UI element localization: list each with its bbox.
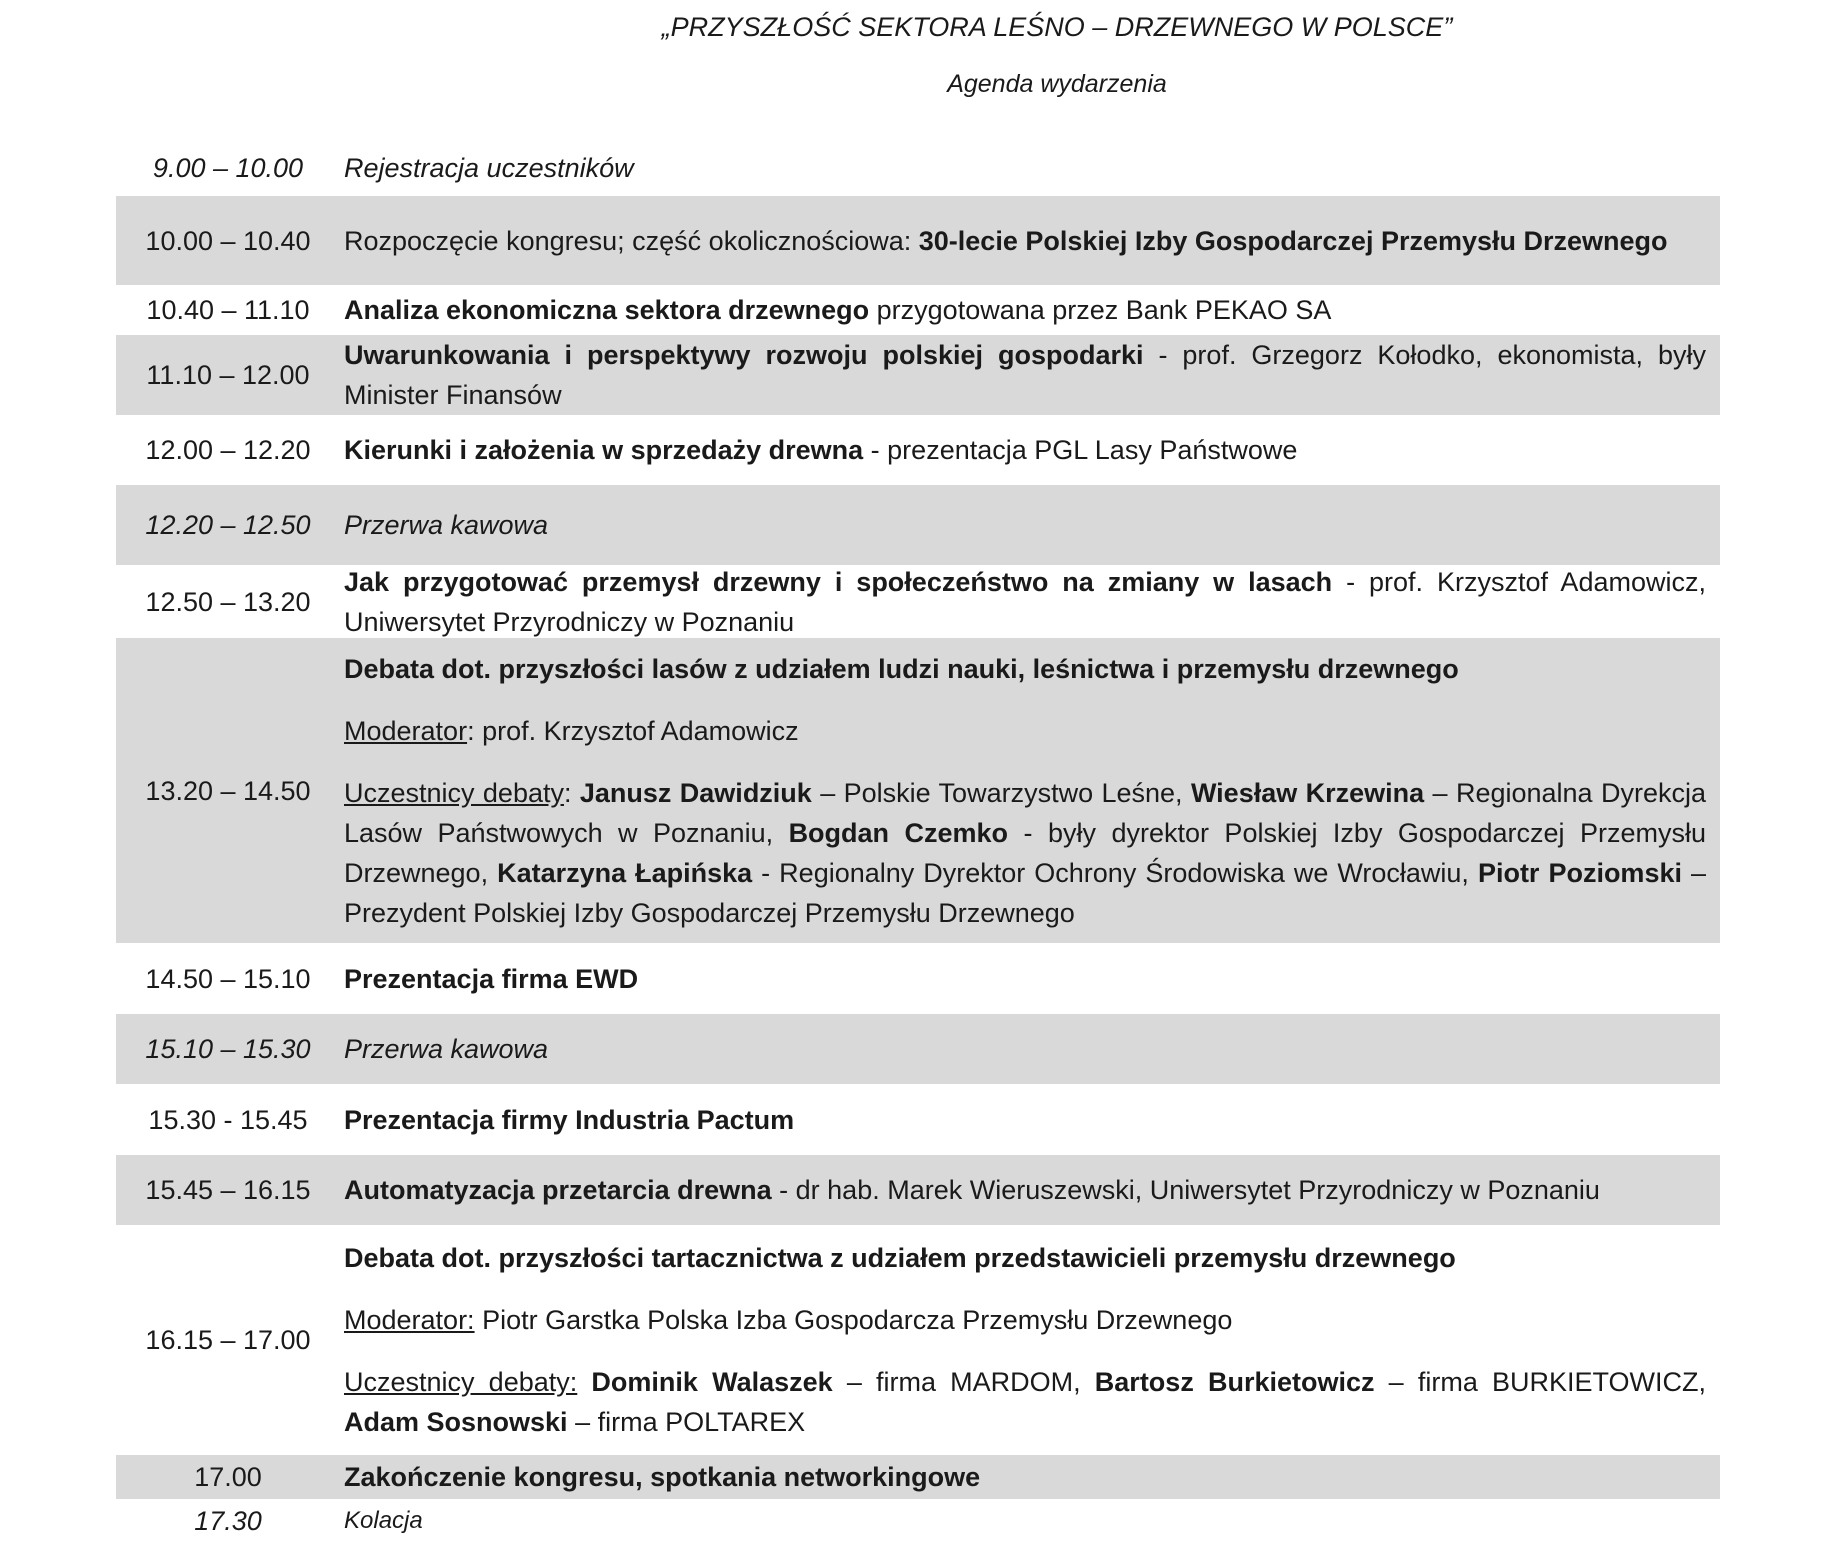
participant-name: Bogdan Czemko	[788, 817, 1009, 848]
participant-name: Adam Sosnowski	[344, 1407, 568, 1437]
debate-moderator	[344, 711, 1706, 751]
participant-name: Wiesław Krzewina	[1190, 777, 1425, 808]
agenda-row	[116, 196, 1720, 285]
agenda-time: 12.00 – 12.20	[145, 435, 311, 465]
agenda-row	[116, 943, 1720, 1014]
participant-role: – Polskie Towarzystwo Leśne,	[811, 777, 1191, 808]
agenda-detail: - prof. Grzegorz Kołodko, ekonomista, były Minister Finansów	[344, 340, 1706, 410]
agenda-description	[340, 959, 1720, 999]
agenda-topic: Kierunki i założenia w sprzedaży drewna	[344, 435, 864, 465]
agenda-description	[340, 649, 1720, 933]
agenda-topic: Prezentacja firma EWD	[344, 963, 639, 994]
agenda-description	[340, 1170, 1720, 1210]
agenda-description	[340, 1100, 1720, 1140]
agenda-description: Przerwa kawowa	[344, 1034, 549, 1064]
agenda-row	[116, 485, 1720, 565]
participant-name: Janusz Dawidziuk	[579, 777, 812, 808]
participant-name: Bartosz Burkietowicz	[1094, 1367, 1375, 1397]
agenda-description	[340, 335, 1720, 415]
moderator-name: Piotr Garstka Polska Izba Gospodarcza Przemysłu Drzewnego	[474, 1305, 1233, 1335]
agenda-description: Rejestracja uczestników	[344, 153, 634, 183]
agenda-description	[340, 221, 1720, 261]
participant-role: - Regionalny Dyrektor Ochrony Środowiska we Wrocławiu,	[752, 857, 1478, 888]
participant-role: – firma MARDOM,	[832, 1367, 1095, 1397]
participant-role: – Prezydent Polskiej Izby Gospodarczej Przemysłu Drzewnego	[344, 857, 1706, 928]
page-subtitle: Agenda wydarzenia	[947, 70, 1167, 98]
participant-role: - były dyrektor Polskiej Izby Gospodarczej Przemysłu Drzewnego,	[344, 817, 1706, 888]
agenda-row	[116, 140, 1720, 196]
agenda-row	[116, 415, 1720, 485]
agenda-time: 11.10 – 12.00	[146, 360, 310, 390]
agenda-time: 15.30 - 15.45	[148, 1104, 308, 1135]
participant-name: Piotr Poziomski	[1477, 857, 1682, 888]
agenda-row	[116, 335, 1720, 415]
moderator-separator: :	[467, 715, 483, 746]
agenda-time: 17.00	[194, 1462, 262, 1492]
agenda-time: 16.15 – 17.00	[145, 1325, 311, 1355]
debate-participants	[344, 773, 1706, 933]
agenda-description: Przerwa kawowa	[344, 510, 549, 540]
agenda-topic: Uwarunkowania i perspektywy rozwoju polskiej gospodarki	[344, 340, 1144, 370]
agenda-detail: przygotowana przez Bank PEKAO SA	[869, 295, 1332, 325]
agenda-highlight: 30-lecie Polskiej Izby Gospodarczej Przemysłu Drzewnego	[918, 225, 1668, 256]
participant-role: – firma POLTAREX	[567, 1407, 806, 1437]
participant-role: – firma BURKIETOWICZ,	[1374, 1367, 1707, 1397]
agenda-row	[116, 565, 1720, 638]
agenda-time: 9.00 – 10.00	[152, 153, 304, 183]
agenda-description	[340, 1457, 1720, 1497]
agenda-topic: Prezentacja firmy Industria Pactum	[344, 1104, 795, 1135]
agenda-text: Rozpoczęcie kongresu; część okolicznościowa:	[344, 225, 919, 256]
participants-separator: :	[563, 777, 580, 808]
agenda-time: 15.45 – 16.15	[145, 1175, 311, 1205]
agenda-topic: Zakończenie kongresu, spotkania networkingowe	[344, 1462, 981, 1492]
agenda-table	[116, 140, 1720, 1543]
participant-role: – Regionalna Dyrekcja Lasów Państwowych w Poznaniu,	[344, 777, 1706, 848]
agenda-row	[116, 1014, 1720, 1084]
agenda-row	[116, 285, 1720, 335]
agenda-row	[116, 1499, 1720, 1543]
agenda-description	[340, 430, 1720, 470]
agenda-time: 10.40 – 11.10	[146, 295, 310, 325]
agenda-description	[340, 1238, 1720, 1442]
agenda-row-debate-2	[116, 1225, 1720, 1455]
agenda-description	[340, 562, 1720, 642]
agenda-time: 17.30	[194, 1506, 262, 1536]
debate-participants	[344, 1362, 1706, 1442]
agenda-row	[116, 1084, 1720, 1155]
agenda-topic: Jak przygotować przemysł drzewny i społeczeństwo na zmiany w lasach	[344, 566, 1333, 597]
agenda-detail: - prezentacja PGL Lasy Państwowe	[863, 435, 1298, 465]
moderator-label: Moderator	[344, 715, 468, 746]
agenda-description: Kolacja	[344, 1507, 423, 1534]
agenda-detail: - prof. Krzysztof Adamowicz, Uniwersytet Przyrodniczy w Poznaniu	[344, 566, 1706, 637]
agenda-time: 13.20 – 14.50	[145, 775, 311, 806]
agenda-topic: Analiza ekonomiczna sektora drzewnego	[344, 295, 870, 325]
agenda-row	[116, 1155, 1720, 1225]
moderator-label: Moderator:	[344, 1305, 475, 1335]
agenda-topic: Automatyzacja przetarcia drewna	[344, 1175, 772, 1205]
agenda-time: 15.10 – 15.30	[145, 1034, 311, 1064]
participant-name: Dominik Walaszek	[577, 1367, 833, 1397]
agenda-time: 12.20 – 12.50	[145, 510, 311, 540]
agenda-time: 12.50 – 13.20	[145, 586, 311, 617]
participants-label: Uczestnicy debaty:	[344, 1367, 578, 1397]
agenda-detail: - dr hab. Marek Wieruszewski, Uniwersytet Przyrodniczy w Poznaniu	[771, 1175, 1600, 1205]
agenda-description	[340, 290, 1720, 330]
debate-heading: Debata dot. przyszłości lasów z udziałem ludzi nauki, leśnictwa i przemysłu drzewnego	[344, 653, 1459, 684]
moderator-name: prof. Krzysztof Adamowicz	[482, 715, 799, 746]
page-title: „PRZYSZŁOŚĆ SEKTORA LEŚNO – DRZEWNEGO W POLSCE”	[661, 12, 1453, 42]
participants-label: Uczestnicy debaty	[344, 777, 564, 808]
agenda-time: 10.00 – 10.40	[145, 225, 311, 256]
debate-moderator	[344, 1300, 1706, 1340]
agenda-row	[116, 1455, 1720, 1499]
debate-heading: Debata dot. przyszłości tartacznictwa z udziałem przedstawicieli przemysłu drzewnego	[344, 1243, 1456, 1273]
participant-name: Katarzyna Łapińska	[497, 857, 753, 888]
agenda-time: 14.50 – 15.10	[145, 963, 311, 994]
agenda-row-debate-1	[116, 638, 1720, 943]
